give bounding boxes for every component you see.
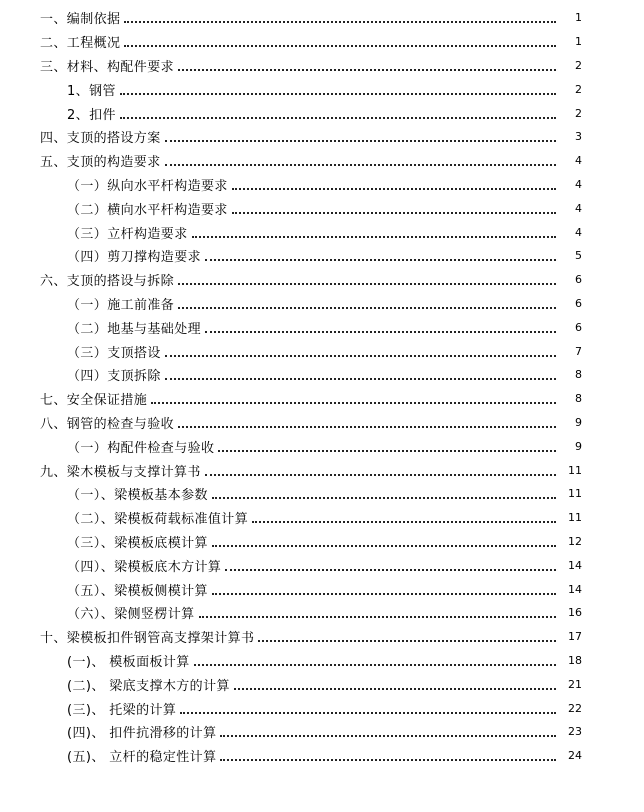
toc-entry-title: 1、钢管 — [67, 83, 116, 99]
toc-entry-page: 11 — [568, 463, 582, 477]
toc-entry-page: 8 — [575, 392, 582, 406]
toc-entry-title: 七、安全保证措施 — [40, 393, 148, 409]
toc-entry[interactable] — [0, 315, 644, 339]
toc-entry[interactable] — [0, 672, 644, 696]
toc-entry[interactable] — [0, 744, 644, 768]
dot-leader — [220, 734, 556, 737]
toc-entry[interactable] — [0, 220, 644, 244]
toc-entry-title: （一）构配件检查与验收 — [67, 440, 215, 456]
toc-entry[interactable] — [0, 30, 644, 54]
toc-entry-title: （二）横向水平杆构造要求 — [67, 202, 228, 218]
dot-leader — [218, 449, 556, 452]
dot-leader — [165, 377, 556, 380]
dot-leader — [258, 639, 556, 642]
toc-entry-title: （一）、梁模板基本参数 — [67, 488, 208, 504]
toc-entry-title: 2、扣件 — [67, 107, 116, 123]
dot-leader — [178, 425, 556, 428]
toc-entry-page: 4 — [575, 201, 582, 215]
toc-entry-page: 2 — [575, 58, 582, 72]
toc-entry-page: 4 — [575, 154, 582, 168]
dot-leader — [220, 758, 556, 761]
toc-entry-title: （五）、梁模板侧模计算 — [67, 583, 208, 599]
toc-entry-title: 五、支顶的构造要求 — [40, 155, 161, 171]
dot-leader — [165, 163, 556, 166]
toc-entry-title: （二）、梁模板荷载标准值计算 — [67, 512, 249, 528]
dot-leader — [124, 44, 556, 47]
toc-entry[interactable] — [0, 244, 644, 268]
toc-entry[interactable] — [0, 101, 644, 125]
dot-leader — [205, 258, 556, 261]
toc-entry-title: (三)、 托梁的计算 — [67, 702, 177, 718]
dot-leader — [178, 306, 556, 309]
dot-leader — [194, 663, 556, 666]
toc-entry-title: （四）支顶拆除 — [67, 369, 161, 385]
toc-entry[interactable] — [0, 125, 644, 149]
dot-leader — [252, 520, 556, 523]
toc-entry-page: 17 — [568, 630, 582, 644]
toc-entry-title: （一）施工前准备 — [67, 297, 175, 313]
toc-entry[interactable] — [0, 601, 644, 625]
toc-entry[interactable] — [0, 387, 644, 411]
table-of-contents — [0, 6, 644, 768]
toc-entry-page: 16 — [568, 606, 582, 620]
toc-entry[interactable] — [0, 649, 644, 673]
dot-leader — [165, 354, 556, 357]
toc-entry-page: 2 — [575, 106, 582, 120]
toc-entry-page: 12 — [568, 534, 582, 548]
toc-entry-title: （三）支顶搭设 — [67, 345, 161, 361]
toc-entry[interactable] — [0, 434, 644, 458]
toc-entry[interactable] — [0, 77, 644, 101]
dot-leader — [165, 139, 556, 142]
toc-entry-page: 22 — [568, 701, 582, 715]
dot-leader — [232, 187, 556, 190]
toc-entry-page: 1 — [575, 35, 582, 49]
toc-entry-title: (二)、 梁底支撑木方的计算 — [67, 678, 230, 694]
toc-entry[interactable] — [0, 458, 644, 482]
dot-leader — [232, 211, 556, 214]
toc-entry-title: （六）、梁侧竖楞计算 — [67, 607, 195, 623]
toc-entry-page: 23 — [568, 725, 582, 739]
toc-entry-page: 14 — [568, 582, 582, 596]
toc-entry[interactable] — [0, 696, 644, 720]
dot-leader — [124, 20, 556, 23]
toc-entry-title: 八、钢管的检查与验收 — [40, 416, 175, 432]
dot-leader — [212, 544, 556, 547]
toc-entry[interactable] — [0, 173, 644, 197]
toc-entry-title: (四)、 扣件抗滑移的计算 — [67, 726, 217, 742]
toc-entry[interactable] — [0, 530, 644, 554]
toc-entry[interactable] — [0, 553, 644, 577]
toc-entry-page: 21 — [568, 677, 582, 691]
toc-entry[interactable] — [0, 339, 644, 363]
toc-entry[interactable] — [0, 411, 644, 435]
toc-entry-page: 11 — [568, 487, 582, 501]
toc-entry-page: 5 — [575, 249, 582, 263]
toc-entry-title: 六、支顶的搭设与拆除 — [40, 274, 175, 290]
toc-entry[interactable] — [0, 196, 644, 220]
toc-entry-title: 二、工程概况 — [40, 36, 121, 52]
toc-entry-page: 4 — [575, 225, 582, 239]
toc-entry-title: （四）、梁模板底木方计算 — [67, 559, 222, 575]
dot-leader — [151, 401, 556, 404]
dot-leader — [178, 282, 556, 285]
toc-entry-title: (五)、 立杆的稳定性计算 — [67, 750, 217, 766]
toc-entry-page: 4 — [575, 177, 582, 191]
toc-entry-title: 四、支顶的搭设方案 — [40, 131, 161, 147]
dot-leader — [120, 116, 556, 119]
toc-entry-title: 九、梁木模板与支撑计算书 — [40, 464, 201, 480]
toc-entry-page: 8 — [575, 368, 582, 382]
toc-entry[interactable] — [0, 577, 644, 601]
toc-entry-page: 6 — [575, 296, 582, 310]
toc-entry[interactable] — [0, 720, 644, 744]
dot-leader — [225, 568, 556, 571]
toc-entry-page: 7 — [575, 344, 582, 358]
dot-leader — [192, 235, 556, 238]
dot-leader — [178, 68, 556, 71]
toc-entry-page: 11 — [568, 511, 582, 525]
toc-entry-page: 9 — [575, 439, 582, 453]
dot-leader — [212, 496, 556, 499]
toc-entry-title: （三）立杆构造要求 — [67, 226, 188, 242]
toc-entry-title: 一、编制依据 — [40, 12, 121, 28]
toc-entry-page: 6 — [575, 273, 582, 287]
toc-entry-page: 3 — [575, 130, 582, 144]
toc-entry-page: 1 — [575, 11, 582, 25]
toc-entry[interactable] — [0, 506, 644, 530]
toc-entry[interactable] — [0, 149, 644, 173]
toc-entry-title: (一)、 模板面板计算 — [67, 654, 190, 670]
toc-entry-page: 18 — [568, 653, 582, 667]
toc-entry[interactable] — [0, 482, 644, 506]
toc-entry-title: （二）地基与基础处理 — [67, 321, 202, 337]
dot-leader — [234, 687, 556, 690]
toc-entry[interactable] — [0, 363, 644, 387]
dot-leader — [212, 592, 556, 595]
toc-entry-title: 十、梁模板扣件钢管高支撑架计算书 — [40, 631, 255, 647]
toc-entry-page: 2 — [575, 82, 582, 96]
toc-entry-title: （三）、梁模板底模计算 — [67, 535, 208, 551]
toc-entry-title: （一）纵向水平杆构造要求 — [67, 178, 228, 194]
toc-entry-page: 6 — [575, 320, 582, 334]
dot-leader — [205, 330, 556, 333]
toc-entry-page: 24 — [568, 749, 582, 763]
toc-entry[interactable] — [0, 625, 644, 649]
toc-entry[interactable] — [0, 54, 644, 78]
dot-leader — [205, 473, 556, 476]
toc-entry-page: 14 — [568, 558, 582, 572]
dot-leader — [120, 92, 556, 95]
toc-entry[interactable] — [0, 292, 644, 316]
toc-entry-page: 9 — [575, 415, 582, 429]
dot-leader — [199, 615, 556, 618]
toc-entry-title: （四）剪刀撑构造要求 — [67, 250, 202, 266]
dot-leader — [180, 711, 556, 714]
toc-entry[interactable] — [0, 6, 644, 30]
toc-entry[interactable] — [0, 268, 644, 292]
toc-entry-title: 三、材料、构配件要求 — [40, 59, 175, 75]
